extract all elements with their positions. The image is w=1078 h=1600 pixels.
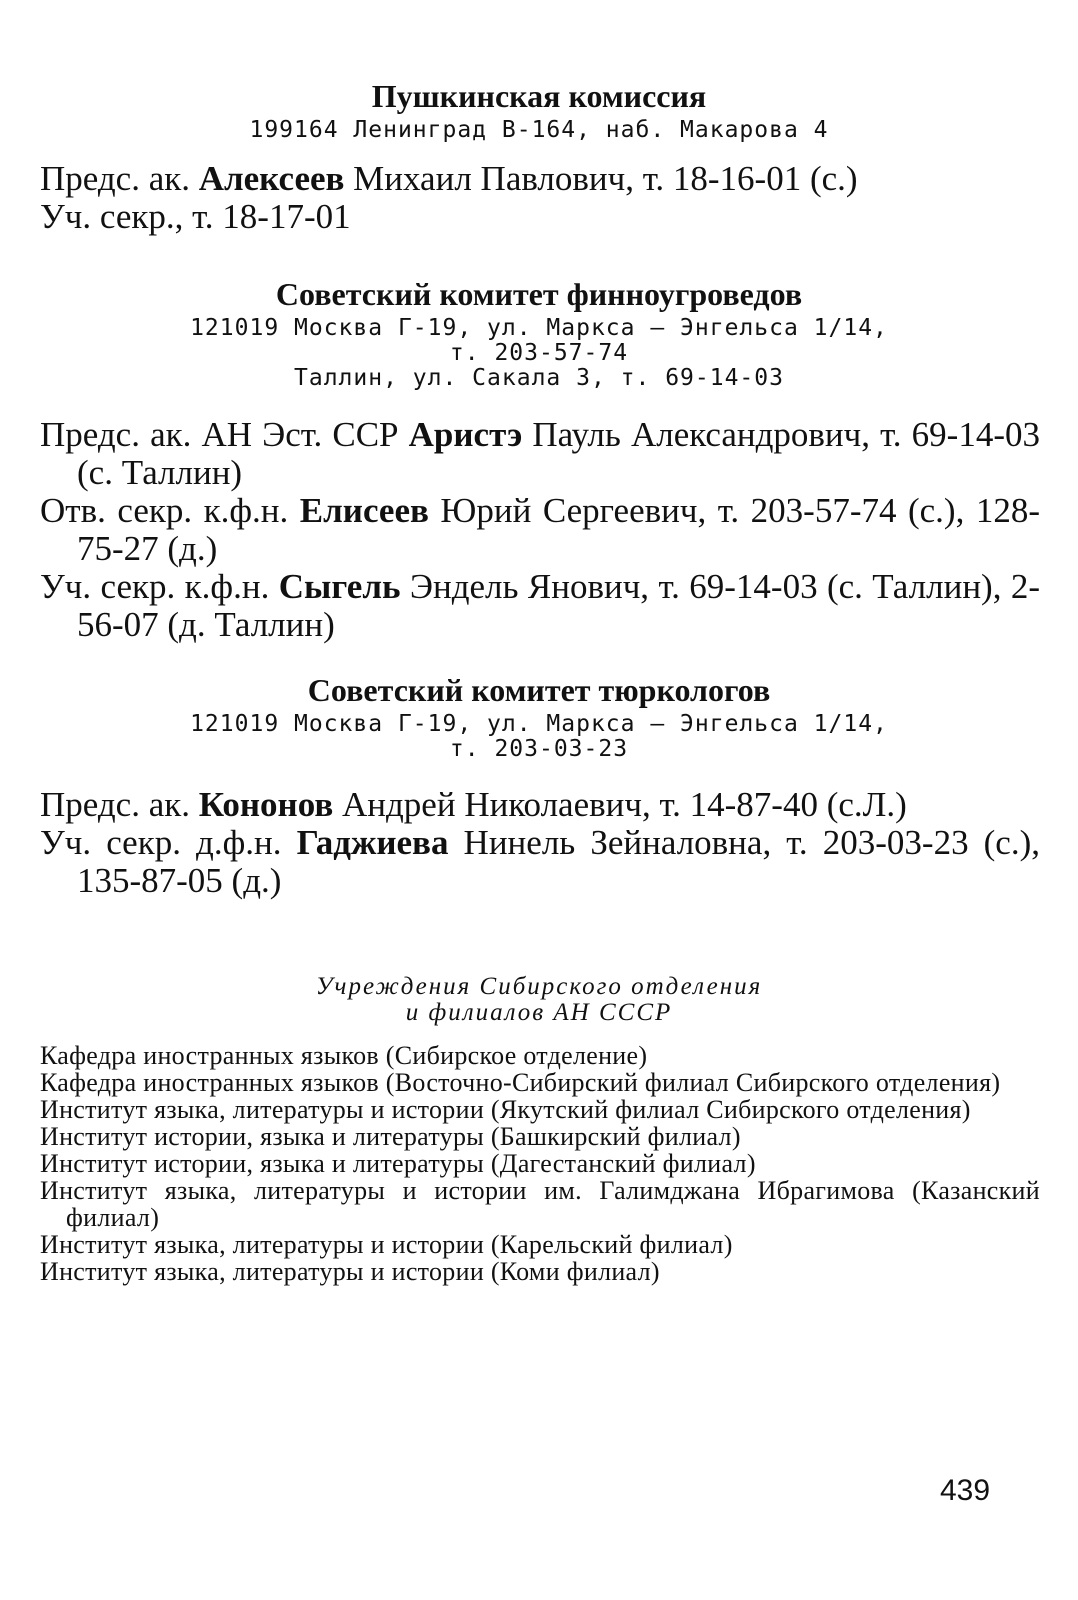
section-pushkin-header: [0, 76, 1078, 143]
entry-details: Нинель Зейналовна, т. 203-03-23 (с.), 135-87-05 (д.): [77, 823, 1040, 900]
list-item: Институт истории, языка и литературы (Дагестанский филиал): [40, 1149, 756, 1178]
person-entry: [40, 786, 1040, 824]
entry-role: Уч. секр. д.ф.н.: [40, 823, 297, 862]
list-item: Институт языка, литературы и истории (Якутский филиал Сибирского отделения): [40, 1095, 971, 1124]
entry-surname: Елисеев: [299, 491, 429, 530]
person-entry: [40, 160, 1040, 198]
address-line: т. 203-03-23: [449, 736, 629, 762]
person-entry: [40, 824, 1040, 900]
address-line: 121019 Москва Г-19, ул. Маркса — Энгельса 1/14,: [190, 711, 888, 737]
list-item: Кафедра иностранных языков (Восточно-Сибирский филиал Сибирского отделения): [40, 1068, 1001, 1097]
address-line: Таллин, ул. Сакала 3, т. 69-14-03: [294, 365, 784, 391]
section-finno-ugric-entries: [40, 416, 1040, 644]
entry-surname: Аристэ: [408, 415, 523, 454]
page-number: 439: [940, 1474, 991, 1507]
section-turkology-header: [0, 670, 1078, 762]
address-line: т. 203-57-74: [449, 340, 629, 366]
address-line: 121019 Москва Г-19, ул. Маркса — Энгельса 1/14,: [190, 315, 888, 341]
entry-details: Юрий Сергеевич, т. 203-57-74 (с.), 128-75-27 (д.): [77, 491, 1040, 568]
section-pushkin-entries: [40, 160, 1040, 236]
entry-details: Михаил Павлович, т. 18-16-01 (с.): [344, 159, 858, 198]
person-entry: [40, 416, 1040, 492]
entry-details: Андрей Николаевич, т. 14-87-40 (с.Л.): [333, 785, 907, 824]
entry-role: Предс. ак.: [40, 159, 199, 198]
subheading-line: Учреждения Сибирского отделения: [315, 973, 763, 1000]
subheading-line: и филиалов АН СССР: [405, 999, 673, 1026]
person-entry: [40, 198, 1040, 236]
person-entry: [40, 492, 1040, 568]
entry-surname: Сыгель: [278, 567, 401, 606]
list-item: Институт языка, литературы и истории (Коми филиал): [40, 1257, 660, 1286]
institutions-list: [40, 1042, 1040, 1285]
section-title: Пушкинская комиссия: [371, 78, 707, 114]
entry-surname: Алексеев: [198, 159, 345, 198]
list-item: Институт истории, языка и литературы (Башкирский филиал): [40, 1122, 741, 1151]
entry-role: Отв. секр. к.ф.н.: [40, 491, 300, 530]
list-item: Институт языка, литературы и истории им. Галимджана Ибрагимова (Казанский филиал): [40, 1176, 1040, 1232]
list-item: Институт языка, литературы и истории (Карельский филиал): [40, 1230, 733, 1259]
person-entry: [40, 568, 1040, 644]
entry-role: Предс. ак.: [40, 785, 199, 824]
entry-surname: Кононов: [198, 785, 334, 824]
entry-role: Предс. ак. АН Эст. ССР: [40, 415, 409, 454]
entry-details: Эндель Янович, т. 69-14-03 (с. Таллин), 2-56-07 (д. Таллин): [77, 567, 1041, 644]
list-item: Кафедра иностранных языков (Сибирское отделение): [40, 1041, 648, 1070]
entry-role: Уч. секр., т. 18-17-01: [40, 197, 351, 236]
section-title: Советский комитет тюркологов: [307, 672, 771, 708]
section-title: Советский комитет финноугроведов: [275, 276, 803, 312]
address-line: 199164 Ленинград В-164, наб. Макарова 4: [249, 117, 829, 143]
entry-details: Пауль Александрович, т. 69-14-03 (с. Таллин): [77, 415, 1040, 492]
siberian-branch-subheading: [0, 974, 1078, 1026]
section-finno-ugric-header: [0, 274, 1078, 391]
section-turkology-entries: [40, 786, 1040, 900]
entry-surname: Гаджиева: [296, 823, 449, 862]
entry-role: Уч. секр. к.ф.н.: [40, 567, 279, 606]
